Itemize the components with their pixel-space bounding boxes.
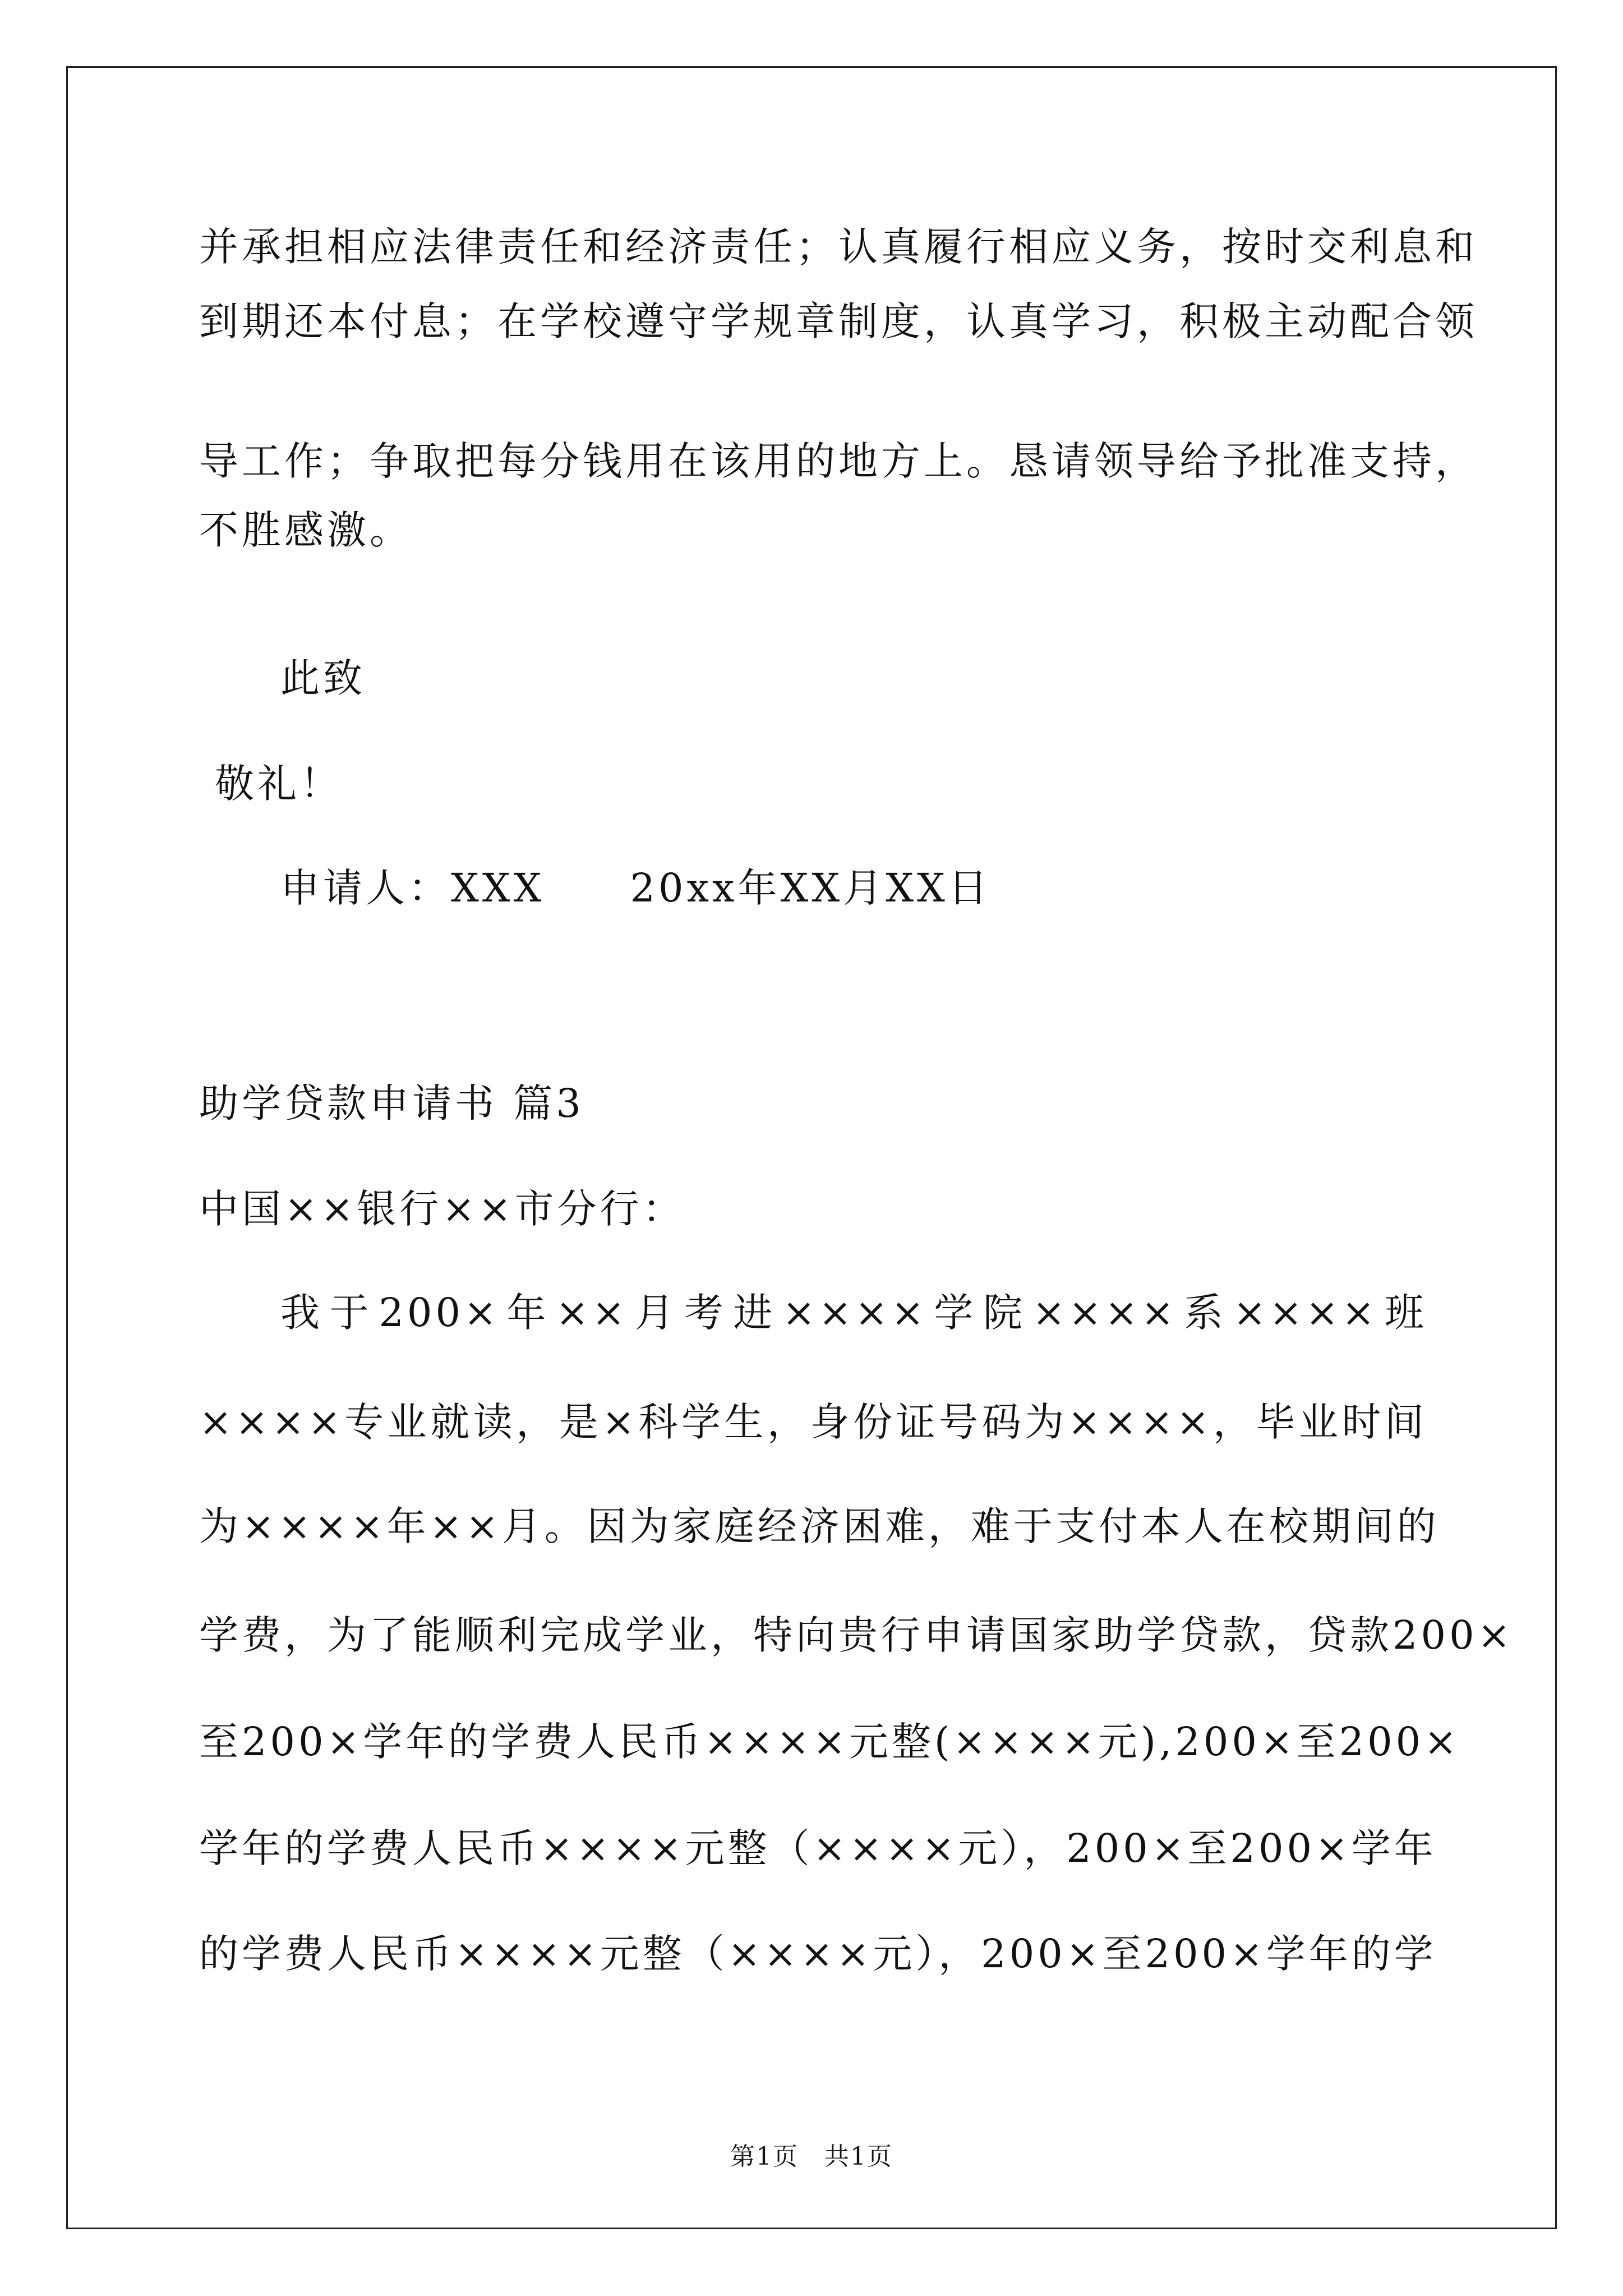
- paragraph-line: 的学费人民币××××元整（××××元），200×至200×学年的学: [199, 1931, 1437, 1977]
- paragraph-line: 学年的学费人民币××××元整（××××元），200×至200×学年: [199, 1825, 1437, 1871]
- section-title: 助学贷款申请书 篇3: [199, 1080, 584, 1126]
- applicant-signature: 申请人：XXX 20xx年XX月XX日: [280, 865, 991, 911]
- closing-regards: 敬礼！: [215, 761, 343, 807]
- paragraph-line: 为××××年××月。因为家庭经济困难，难于支付本人在校期间的: [199, 1503, 1440, 1549]
- paragraph-line: 我于200×年××月考进××××学院××××系××××班: [280, 1290, 1427, 1336]
- paragraph-line: 至200×学年的学费人民币××××元整(××××元),200×至200×: [199, 1719, 1460, 1765]
- closing-salutation: 此致: [280, 655, 366, 701]
- page-border: [66, 66, 1557, 2229]
- addressee: 中国××银行××市分行：: [199, 1186, 685, 1232]
- paragraph-line: ××××专业就读，是×科学生，身份证号码为××××，毕业时间: [199, 1399, 1427, 1445]
- paragraph-line: 不胜感激。: [199, 507, 412, 553]
- paragraph-line: 学费，为了能顺利完成学业，特向贵行申请国家助学贷款，贷款200×: [199, 1612, 1514, 1658]
- paragraph-line: 导工作；争取把每分钱用在该用的地方上。恳请领导给予批准支持，: [199, 438, 1478, 484]
- paragraph-line: 并承担相应法律责任和经济责任；认真履行相应义务，按时交利息和: [199, 224, 1478, 270]
- paragraph-line: 到期还本付息；在学校遵守学规章制度，认真学习，积极主动配合领: [199, 298, 1478, 344]
- page-number-footer: 第1页 共1页: [730, 2142, 893, 2171]
